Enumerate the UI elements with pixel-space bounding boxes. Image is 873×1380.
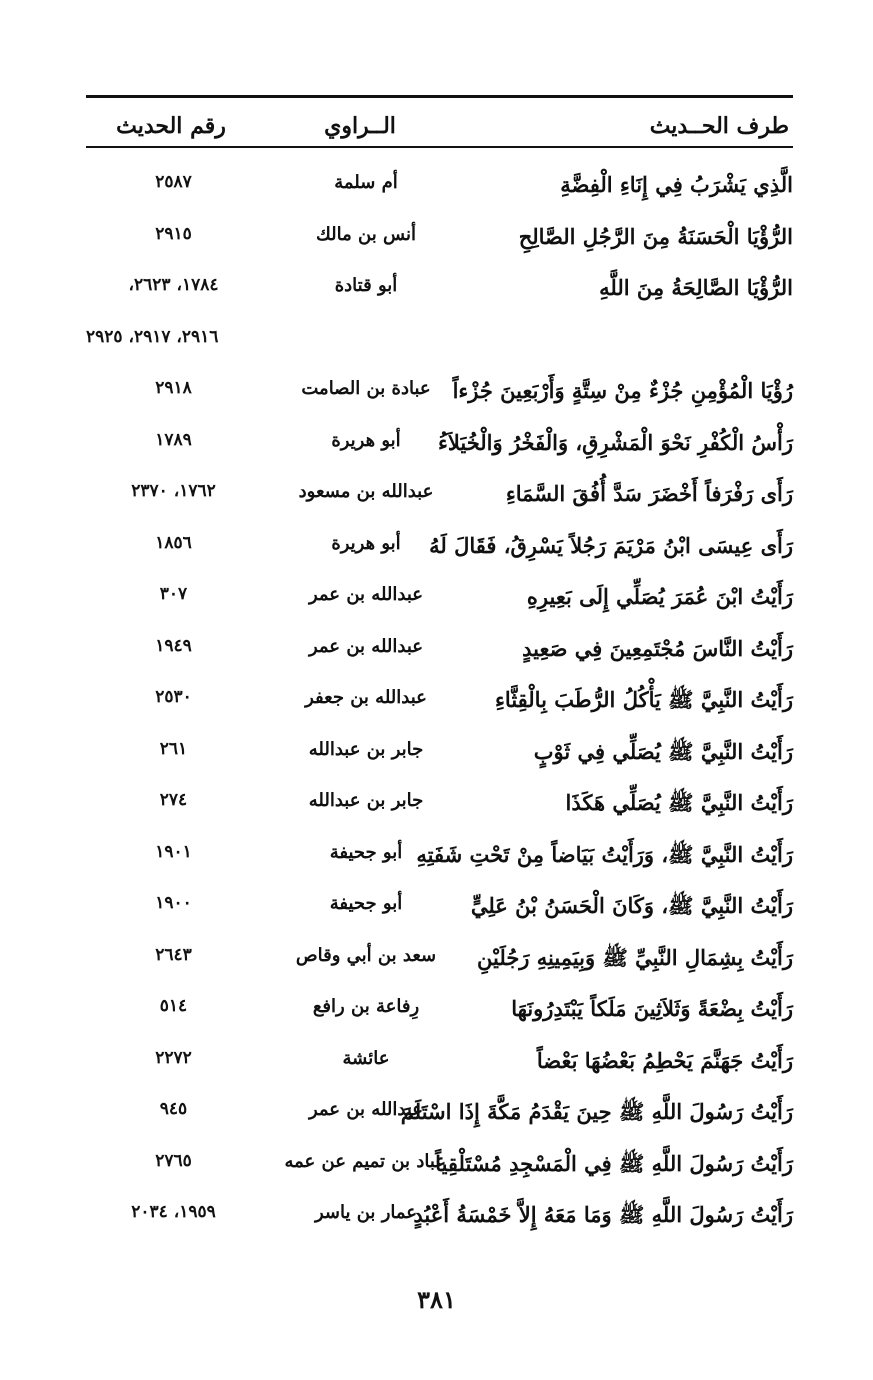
hadith-text: رَأَيْتُ بِشِمَالِ النَّبِيِّ ﷺ وَبِيَمِينِهِ رَجُلَيْنِ [477, 944, 793, 970]
hadith-text: الَّذِي يَشْرَبُ فِي إِنَاءِ الْفِضَّةِ [560, 172, 793, 197]
hadith-number: ١٩٤٩ [155, 635, 192, 656]
narrator-name: أبو قتادة [334, 275, 398, 296]
table-row [86, 263, 793, 315]
table-row [86, 160, 793, 212]
narrator-name: أبو هريرة [331, 429, 401, 451]
hadith-number: ٢٥٣٠ [155, 687, 192, 707]
hadith-number: ٣٠٧ [159, 584, 188, 604]
table-row [86, 830, 793, 882]
table-row [86, 212, 793, 264]
hadith-number: ١٧٨٤، ٢٦٢٣، [128, 275, 219, 295]
narrator-name: أبو جحيفة [329, 893, 403, 914]
hadith-number: ٢٦٤٣ [155, 944, 192, 965]
hadith-text: الرُّؤْيَا الصَّالِحَةُ مِنَ اللَّهِ [599, 275, 793, 300]
hadith-text: رَأَيْتُ رَسُولَ اللَّهِ ﷺ حِينَ يَقْدَمُ مَكَّةَ إِذَا اسْتَلَمَ [400, 1099, 793, 1124]
hadith-text: رَأَيْتُ ابْنَ عُمَرَ يُصَلِّي إِلَى بَعِيرِهِ [526, 584, 793, 609]
hadith-number: ٢٩١٨ [155, 378, 192, 398]
narrator-name: عبدالله بن مسعود [298, 481, 434, 502]
table-row [86, 624, 793, 676]
hadith-number: ٢٥٨٧ [155, 172, 192, 192]
hadith-text: رَأْسُ الْكُفْرِ نَحْوَ الْمَشْرِقِ، وَالْفَخْرُ وَالْخُيَلاَءُ [437, 429, 793, 455]
header-top-rule [86, 95, 793, 98]
hadith-text: رَأَى عِيسَى ابْنُ مَرْيَمَ رَجُلاً يَسْرِقُ، فَقَالَ لَهُ [429, 532, 793, 558]
table-row [86, 366, 793, 418]
hadith-text: رَأَيْتُ رَسُولَ اللَّهِ ﷺ فِي الْمَسْجِدِ مُسْتَلْقِياً [435, 1150, 793, 1176]
hadith-text: رَأَى رَفْرَفاً أَخْضَرَ سَدَّ أُفُقَ السَّمَاءِ [505, 481, 793, 506]
narrator-name: سعد بن أبي وقاص [295, 944, 437, 966]
narrator-name: عبدالله بن جعفر [305, 687, 427, 708]
narrator-name: عائشة [342, 1047, 390, 1069]
table-row [86, 1036, 793, 1088]
narrator-name: عبدالله بن عمر [308, 635, 424, 657]
hadith-index-table [86, 160, 793, 1242]
hadith-number: ٥١٤ [159, 996, 188, 1016]
column-header-number: رقم الحديث [116, 113, 226, 139]
narrator-name: أنس بن مالك [316, 223, 416, 245]
narrator-name: جابر بن عبدالله [308, 738, 424, 760]
hadith-number: ١٩٠٠ [155, 893, 192, 913]
table-row-continuation [86, 315, 793, 367]
narrator-name: أبو هريرة [331, 532, 401, 554]
hadith-text: رَأَيْتُ النَّبِيَّ ﷺ يُصَلِّي هَكَذَا [565, 790, 793, 815]
table-row [86, 778, 793, 830]
hadith-text: رَأَيْتُ النَّبِيَّ ﷺ يُصَلِّي فِي ثَوْبٍ [533, 738, 793, 764]
hadith-text: رَأَيْتُ النَّاسَ مُجْتَمِعِينَ فِي صَعِيدٍ [522, 635, 793, 661]
hadith-number: ١٨٥٦ [155, 532, 192, 553]
table-row [86, 881, 793, 933]
hadith-text: الرُّؤْيَا الْحَسَنَةُ مِنَ الرَّجُلِ الصَّالِحِ [518, 223, 793, 249]
page-number: ٣٨١ [417, 1285, 456, 1314]
hadith-number: ٢٩١٦، ٢٩١٧، ٢٩٢٥ [86, 326, 219, 347]
narrator-name: عبادة بن الصامت [301, 378, 431, 399]
hadith-number: ٢٩١٥ [155, 223, 192, 244]
narrator-name: أم سلمة [334, 172, 398, 193]
hadith-number: ٢٧٤ [159, 790, 188, 810]
hadith-text: رَأَيْتُ النَّبِيَّ ﷺ، وَرَأَيْتُ بَيَاضاً مِنْ تَحْتِ شَفَتِهِ [416, 841, 793, 867]
column-header-hadith: طرف الحــديث [649, 113, 789, 139]
header-bottom-rule [86, 146, 793, 148]
hadith-number: ١٧٨٩ [155, 429, 192, 450]
hadith-number: ١٩٠١ [155, 841, 192, 862]
narrator-name: عباد بن تميم عن عمه [284, 1150, 446, 1172]
narrator-name: عمار بن ياسر [314, 1202, 418, 1223]
narrator-name: عبدالله بن عمر [308, 1099, 424, 1120]
table-row [86, 675, 793, 727]
column-header-narrator: الــراوي [324, 113, 396, 139]
table-row [86, 984, 793, 1036]
hadith-text: رَأَيْتُ النَّبِيَّ ﷺ يَأْكُلُ الرُّطَبَ بِالْقِثَّاءِ [495, 687, 793, 712]
table-row [86, 418, 793, 470]
hadith-number: ٩٤٥ [159, 1099, 188, 1119]
hadith-number: ٢٢٧٢ [155, 1047, 192, 1068]
hadith-text: رَأَيْتُ جَهَنَّمَ يَحْطِمُ بَعْضُهَا بَعْضاً [536, 1047, 793, 1073]
hadith-number: ١٩٥٩، ٢٠٣٤ [131, 1202, 216, 1222]
table-row [86, 1087, 793, 1139]
table-row [86, 933, 793, 985]
hadith-text: رَأَيْتُ بِضْعَةً وَثَلاَثِينَ مَلَكاً يَبْتَدِرُونَهَا [511, 996, 793, 1021]
hadith-number: ٢٦١ [159, 738, 188, 759]
hadith-number: ١٧٦٢، ٢٣٧٠ [131, 481, 216, 501]
table-row [86, 1139, 793, 1191]
table-row [86, 469, 793, 521]
table-row [86, 1190, 793, 1242]
table-row [86, 521, 793, 573]
narrator-name: جابر بن عبدالله [308, 790, 424, 811]
hadith-text: رَأَيْتُ النَّبِيَّ ﷺ، وَكَانَ الْحَسَنُ بْنُ عَلِيٍّ [470, 893, 793, 918]
table-row [86, 727, 793, 779]
hadith-text: رُؤْيَا الْمُؤْمِنِ جُزْءٌ مِنْ سِتَّةٍ وَأَرْبَعِينَ جُزْءاً [452, 378, 793, 403]
hadith-number: ٢٧٦٥ [155, 1150, 192, 1171]
narrator-name: أبو جحيفة [329, 841, 403, 863]
hadith-text: رَأَيْتُ رَسُولَ اللَّهِ ﷺ وَمَا مَعَهُ إِلاَّ خَمْسَةُ أَعْبُدٍ [413, 1202, 793, 1227]
narrator-name: رِفاعة بن رافع [312, 996, 420, 1017]
narrator-name: عبدالله بن عمر [308, 584, 424, 605]
table-row [86, 572, 793, 624]
